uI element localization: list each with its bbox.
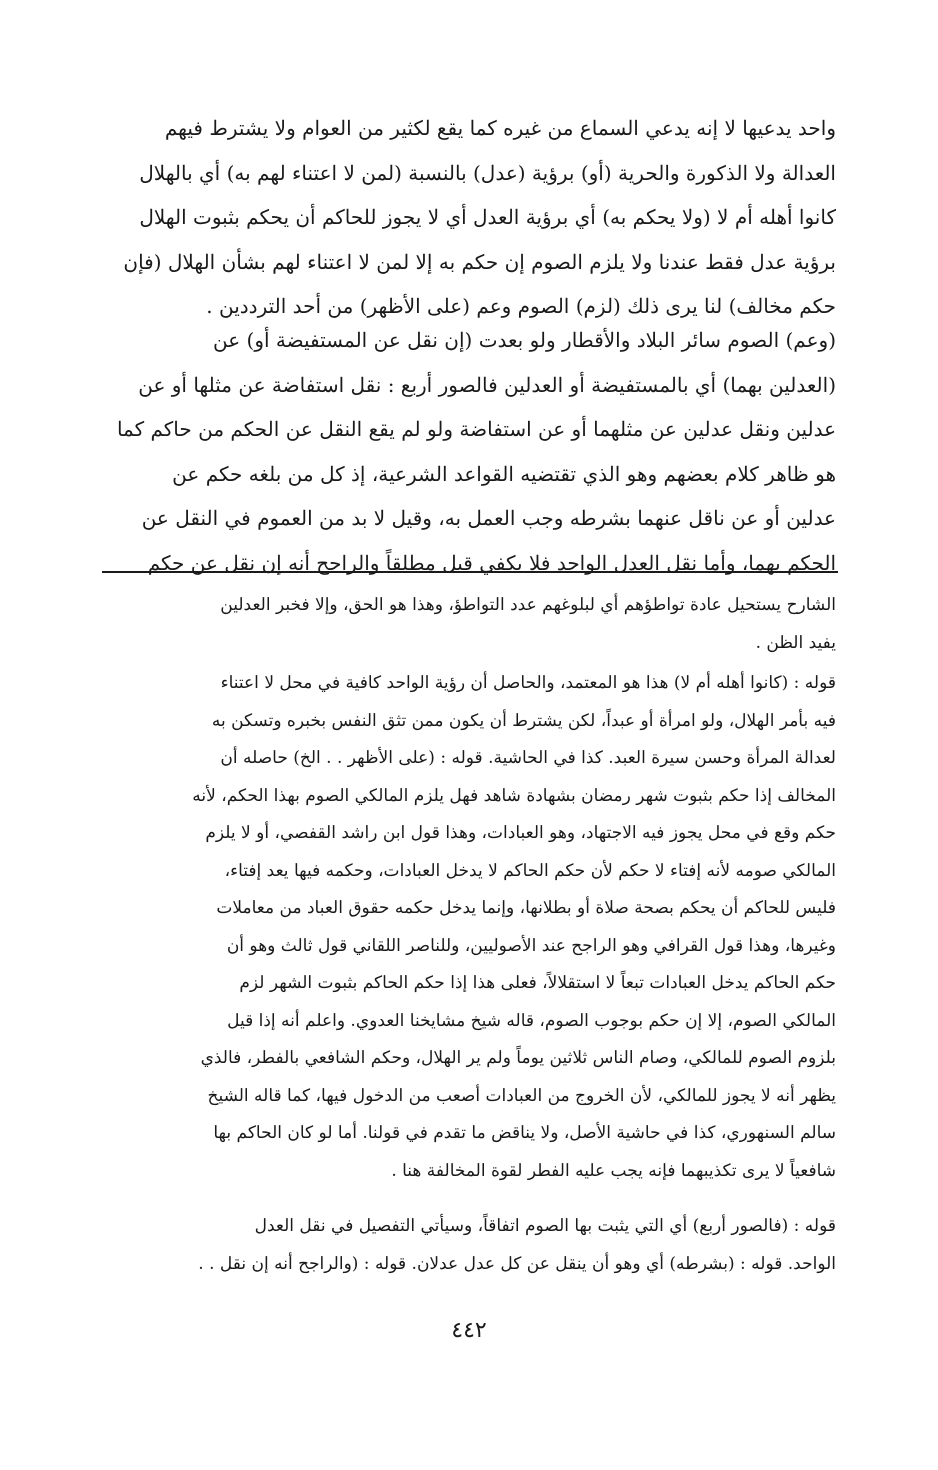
text-line: (العدلين بهما) أي بالمستفيضة أو العدلين فالصور أربع : نقل استفاضة عن مثلها أو عن	[138, 372, 836, 397]
note-line: وغيرها، وهذا قول القرافي وهو الراجح عند الأصوليين، وللناصر اللقاني قول ثالث وهو أن	[226, 935, 836, 956]
text-line: واحد يدعيها لا إنه يدعي السماع من غيره كما يقع لكثير من العوام ولا يشترط فيهم	[164, 116, 836, 140]
note-line: حكم وقع في محل يجوز فيه الاجتهاد، وهو العبادات، وهذا قول ابن راشد القفصي، أو لا يلزم	[205, 823, 836, 843]
text-line: عدلين أو عن ناقل عنهما بشرطه وجب العمل به، وقيل لا بد من العموم في النقل عن	[141, 506, 836, 530]
note-line: المالكي صومه لأنه إفتاء لا حكم لأن حكم الحاكم لا يدخل العبادات، وحكمه فيها يعد إفتاء،	[224, 860, 836, 881]
note-line: شافعياً لا يرى تكذيبهما فإنه يجب عليه الفطر لقوة المخالفة هنا .	[391, 1160, 836, 1181]
note-line: فليس للحاكم أن يحكم بصحة صلاة أو بطلانها، وإنما يدخل حكمه حقوق العباد من معاملات	[216, 898, 836, 918]
note-line: الشارح يستحيل عادة تواطؤهم أي لبلوغهم عدد التواطؤ، وهذا هو الحق، وإلا فخبر العدلين	[220, 595, 836, 615]
text-line: برؤية عدل فقط عندنا ولا يلزم الصوم إن حكم به إلا لمن لا اعتناء لهم بشأن الهلال (فإن	[123, 249, 836, 274]
main-paragraph-2	[102, 318, 836, 585]
text-line: كانوا أهله أم لا (ولا يحكم به) أي برؤية العدل أي لا يجوز للحاكم أن يحكم بثبوت الهلال	[139, 205, 836, 229]
note-line: فيه بأمر الهلال، ولو امرأة أو عبداً، لكن يشترط أن يكون ممن تثق النفس بخبره وتسكن به	[211, 710, 836, 731]
note-line: بلزوم الصوم للمالكي، وصام الناس ثلاثين يوماً ولم ير الهلال، وحكم الشافعي بالفطر، فالذي	[200, 1048, 836, 1068]
note-line: الواحد. قوله : (بشرطه) أي وهو أن ينقل عن كل عدل عدلان. قوله : (والراجح أنه إن نقل . .	[198, 1253, 836, 1274]
text-line: الحكم بهما، وأما نقل العدل الواحد فلا يكفي قيل مطلقاً والراجح أنه إن نقل عن حكم	[147, 550, 836, 575]
footnote-divider	[102, 571, 838, 573]
main-paragraph-1	[102, 106, 836, 329]
note-line: يظهر أنه لا يجوز للمالكي، لأن الخروج من العبادات أصعب من الدخول فيها، كما قاله الشيخ	[207, 1085, 836, 1106]
text-line: حكم مخالف) لنا يرى ذلك (لزم) الصوم وعم (على الأظهر) من أحد الترددين .	[206, 294, 836, 318]
text-line: العدالة ولا الذكورة والحرية (أو) برؤية (عدل) بالنسبة (لمن لا اعتناء لهم به) أي بالهلال	[139, 160, 836, 185]
note-paragraph-3	[104, 1208, 836, 1283]
page-number: ٤٤٢	[451, 1318, 487, 1343]
text-line: (وعم) الصوم سائر البلاد والأقطار ولو بعدت (إن نقل عن المستفيضة أو) عن	[213, 328, 836, 352]
note-line: سالم السنهوري، كذا في حاشية الأصل، ولا يناقض ما تقدم في قولنا. أما لو كان الحاكم بها	[213, 1123, 836, 1143]
note-line: المخالف إذا حكم بثبوت شهر رمضان بشهادة شاهد فهل يلزم المالكي الصوم بهذا الحكم، لأنه	[192, 785, 836, 806]
note-paragraph-2	[104, 665, 836, 1190]
text-line: عدلين ونقل عدلين عن مثلهما أو عن استفاضة ولو لم يقع النقل عن الحكم من حاكم كما	[116, 417, 836, 441]
note-paragraph-1	[104, 587, 836, 662]
note-line: يفيد الظن .	[755, 632, 836, 653]
note-line: المالكي الصوم، إلا إن حكم بوجوب الصوم، قاله شيخ مشايخنا العدوي. واعلم أنه إذا قيل	[227, 1010, 836, 1031]
note-line: قوله : (فالصور أربع) أي التي يثبت بها الصوم اتفاقاً، وسيأتي التفصيل في نقل العدل	[254, 1216, 836, 1236]
note-line: لعدالة المرأة وحسن سيرة العبد. كذا في الحاشية. قوله : (على الأظهر . . الخ) حاصله أن	[220, 748, 836, 768]
note-line: قوله : (كانوا أهله أم لا) هذا هو المعتمد، والحاصل أن رؤية الواحد كافية في محل لا اعتناء	[220, 673, 836, 693]
note-line: حكم الحاكم يدخل العبادات تبعاً لا استقلالاً، فعلى هذا إذا حكم الحاكم بثبوت الشهر لزم	[239, 973, 836, 993]
text-line: هو ظاهر كلام بعضهم وهو الذي تقتضيه القواعد الشرعية، إذ كل من بلغه حكم عن	[172, 461, 836, 486]
